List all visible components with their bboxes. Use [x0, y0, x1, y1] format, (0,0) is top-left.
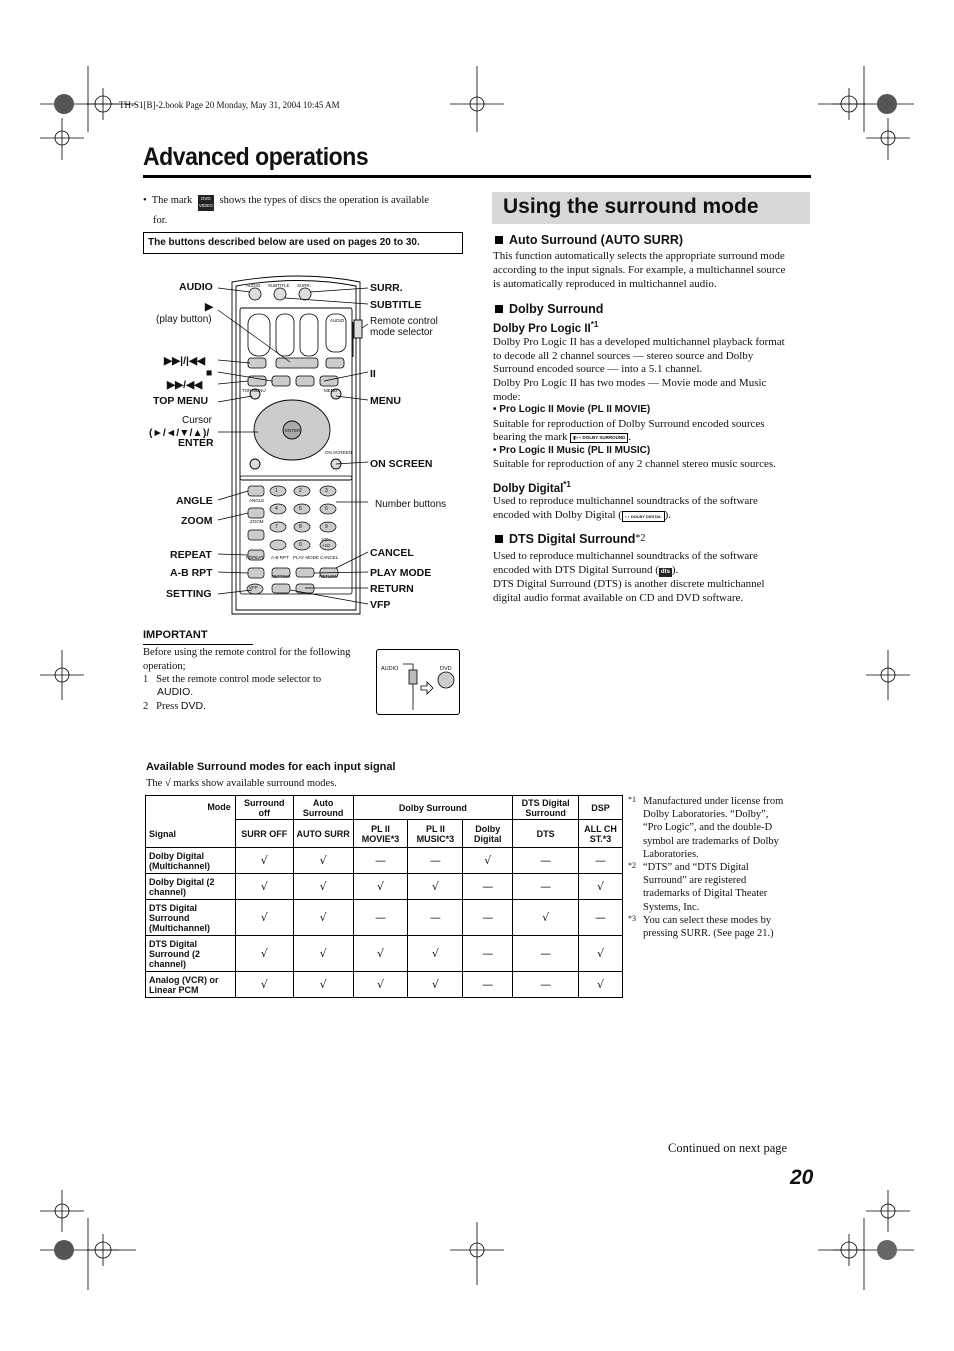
- auto-surround-line-2: according to the input signals. For example, a multichannel source: [493, 264, 786, 276]
- key-ab-rpt: A-B RPT: [271, 555, 289, 560]
- col-header: AUTO SURR: [293, 820, 353, 848]
- numkey-9: 9: [325, 524, 328, 530]
- important-intro-1: Before using the remote control for the following: [143, 647, 351, 658]
- footnote-1-mark: *1: [628, 795, 636, 804]
- table-cell: √: [293, 874, 353, 900]
- pl2-line-1: Dolby Pro Logic II has a developed multichannel playback format: [493, 336, 785, 348]
- footnote-line: symbol are trademarks of Dolby: [643, 835, 779, 847]
- table-row: [146, 900, 623, 936]
- table-cell: —: [463, 972, 513, 998]
- key-surr: SURR.: [297, 283, 312, 288]
- intro-bullet: [143, 194, 461, 211]
- label-subtitle: SUBTITLE: [370, 299, 422, 311]
- table-corner: [146, 796, 236, 848]
- dvd-icon-text: DVD VIDEO: [198, 196, 213, 208]
- key-enter: ENTER: [285, 428, 301, 433]
- table-cell: √: [293, 936, 353, 972]
- auto-surround-heading: [495, 233, 683, 247]
- label-setting: SETTING: [166, 588, 212, 600]
- intro-text-after: shows the types of discs the operation is available: [219, 195, 429, 206]
- footnote-line: Systems, Inc.: [643, 901, 700, 913]
- dts-heading-text: DTS Digital Surround: [509, 532, 636, 546]
- movie-mark-after: .: [628, 431, 632, 443]
- key-zoom: ZOOM: [250, 519, 264, 524]
- table-cell: √: [293, 900, 353, 936]
- footnotes: [628, 795, 808, 940]
- col-header: ALL CH ST.*3: [579, 820, 623, 848]
- col-header: Dolby Digital: [463, 820, 513, 848]
- table-group-row: [146, 796, 623, 820]
- dts-line-2-before: encoded with DTS Digital Surround (: [493, 564, 659, 576]
- important-intro-2: operation;: [143, 661, 186, 672]
- label-number-buttons: Number buttons: [375, 499, 447, 510]
- intro-wrap: for.: [153, 215, 168, 226]
- important-heading: IMPORTANT: [143, 629, 208, 641]
- footnote-line: pressing SURR. (See page 21.): [643, 928, 774, 940]
- table-cell: √: [235, 936, 293, 972]
- table-cell: —: [513, 848, 579, 874]
- label-pause: II: [370, 368, 376, 380]
- col-header: SURR OFF: [235, 820, 293, 848]
- table-cell: √: [293, 848, 353, 874]
- auto-surround-line-1: This function automatically selects the appropriate surround mode: [493, 250, 785, 262]
- buttons-note-box: The buttons described below are used on pages 20 to 30.: [143, 232, 463, 254]
- col-header: PL II MUSIC*3: [408, 820, 463, 848]
- table-cell: √: [408, 972, 463, 998]
- label-ff-rew: ▶▶/◀◀: [167, 379, 203, 391]
- step-2-value: DVD.: [180, 700, 207, 712]
- label-surr: SURR.: [370, 282, 403, 294]
- dts-line-2: [493, 564, 678, 578]
- corner-signal-label: Signal: [149, 829, 177, 839]
- label-repeat: REPEAT: [170, 549, 212, 561]
- table-cell: —: [408, 900, 463, 936]
- table-cell: —: [463, 900, 513, 936]
- table-cell: √: [579, 972, 623, 998]
- dts-note: *2: [635, 533, 646, 544]
- table-row: [146, 972, 623, 998]
- label-play-mode: PLAY MODE: [370, 567, 432, 579]
- footnote-line: Surround” are registered: [643, 875, 747, 887]
- label-play-button: (play button): [156, 314, 212, 325]
- table-cell: √: [579, 936, 623, 972]
- pl2-music-line-1: Suitable for reproduction of any 2 channel stereo music sources.: [493, 458, 776, 470]
- footnote-line: “DTS” and “DTS Digital: [643, 862, 749, 874]
- pl2-line-4: Dolby Pro Logic II has two modes — Movie mode and Music: [493, 377, 767, 389]
- pl2-movie-line-2: [493, 431, 631, 445]
- row-signal: DTS Digital Surround (2 channel): [146, 936, 236, 972]
- section-title: Using the surround mode: [503, 195, 759, 218]
- numkey-plus10: +10: [322, 543, 330, 548]
- table-subtitle: The √ marks show available surround modes.: [146, 778, 337, 789]
- key-menu: MENU: [324, 388, 338, 393]
- footnote-1: [628, 795, 808, 861]
- numkey-1: 1: [275, 488, 278, 494]
- dolby-surround-logo-text: DOLBY SURROUND: [582, 435, 626, 440]
- label-stop: ■: [206, 367, 213, 379]
- important-rule: [143, 644, 253, 645]
- footnote-line: “Pro Logic”, and the double-D: [643, 822, 773, 834]
- square-bullet-icon: [495, 305, 503, 313]
- key-subtitle: SUBTITLE: [268, 283, 290, 288]
- surround-modes-table: [145, 795, 623, 998]
- label-vfp: VFP: [370, 599, 391, 611]
- key-angle: ANGLE: [249, 498, 265, 503]
- continued-note: Continued on next page: [668, 1141, 788, 1155]
- dd-line-1: Used to reproduce multichannel soundtracks of the software: [493, 495, 758, 507]
- row-signal: Dolby Digital (2 channel): [146, 874, 236, 900]
- table-cell: —: [463, 874, 513, 900]
- footnote-2-mark: *2: [628, 861, 636, 871]
- footnote-line: Manufactured under license from: [643, 796, 784, 807]
- label-cursor-arrows: (►/◄/▼/▲)/: [149, 427, 210, 439]
- footnote-3-mark: *3: [628, 913, 636, 923]
- numkey-6: 6: [325, 506, 328, 512]
- table-cell: √: [293, 972, 353, 998]
- dd-line-2-before: encoded with Dolby Digital (: [493, 509, 622, 521]
- label-skip: ▶▶|/|◀◀: [164, 355, 206, 367]
- label-cursor: Cursor: [182, 415, 213, 426]
- square-bullet-icon: [495, 535, 503, 543]
- label-zoom: ZOOM: [181, 515, 213, 527]
- intro-text-before: The mark: [151, 195, 193, 206]
- col-header: PL II MOVIE*3: [353, 820, 408, 848]
- dd-line-2-after: ).: [664, 509, 672, 521]
- title-rule: [143, 175, 811, 178]
- mode-selector-figure: [376, 649, 460, 715]
- table-row: [146, 936, 623, 972]
- numkey-0: 0: [299, 542, 302, 548]
- key-return: RETURN: [319, 574, 338, 579]
- step-1-text: Set the remote control mode selector to: [156, 674, 322, 685]
- table-cell: √: [463, 848, 513, 874]
- pl2-heading-text: Dolby Pro Logic II: [493, 322, 591, 335]
- table-cell: √: [408, 874, 463, 900]
- group-header: DSP: [579, 796, 623, 820]
- label-cancel: CANCEL: [370, 547, 414, 559]
- important-step-1: [143, 673, 321, 687]
- pl2-note: *1: [590, 320, 599, 329]
- table-cell: —: [513, 874, 579, 900]
- dts-line-1: Used to reproduce multichannel soundtracks of the software: [493, 550, 758, 562]
- dolby-digital-logo-icon: ◗◖ DOLBY DIGITAL: [622, 511, 665, 522]
- row-signal: Analog (VCR) or Linear PCM: [146, 972, 236, 998]
- dolby-digital-heading: [493, 480, 571, 495]
- label-ab-rpt: A-B RPT: [170, 567, 213, 579]
- pl2-line-5: mode:: [493, 391, 521, 403]
- footnote-line: Dolby Laboratories. “Dolby”,: [643, 809, 769, 821]
- dts-line-2-after: ).: [671, 564, 679, 576]
- numkey-3: 3: [325, 488, 328, 494]
- square-bullet-icon: [495, 236, 503, 244]
- table-cell: —: [463, 936, 513, 972]
- label-on-screen: ON SCREEN: [370, 458, 433, 470]
- group-header: Dolby Surround: [353, 796, 513, 820]
- fig-dvd-label: DVD: [440, 666, 452, 672]
- group-header: DTS Digital Surround: [513, 796, 579, 820]
- group-header: Surround off: [235, 796, 293, 820]
- key-top-menu: TOP MENU: [242, 388, 266, 393]
- table-cell: —: [579, 900, 623, 936]
- step-1-value: AUDIO.: [157, 686, 194, 698]
- key-cancel: CANCEL: [320, 555, 339, 560]
- group-header: Auto Surround: [293, 796, 353, 820]
- label-mode-selector-2: mode selector: [370, 327, 433, 338]
- footnote-line: Laboratories.: [643, 848, 699, 860]
- footnote-2: [628, 861, 808, 914]
- numkey-7: 7: [275, 524, 278, 530]
- table-cell: —: [353, 848, 408, 874]
- table-cell: —: [408, 848, 463, 874]
- pl2-music-bullet: • Pro Logic II Music (PL II MUSIC): [493, 445, 651, 456]
- page-title: Advanced operations: [143, 143, 369, 171]
- label-return: RETURN: [370, 583, 414, 595]
- table-cell: √: [408, 936, 463, 972]
- label-audio: AUDIO: [179, 281, 213, 293]
- numkey-8: 8: [299, 524, 302, 530]
- dolby-digital-heading-text: Dolby Digital: [493, 482, 564, 495]
- dd-note: *1: [563, 480, 571, 489]
- label-menu: MENU: [370, 395, 401, 407]
- table-cell: —: [579, 848, 623, 874]
- dolby-surround-logo-icon: ▮◗◖ DOLBY SURROUND: [570, 433, 628, 443]
- table-cell: √: [353, 936, 408, 972]
- dolby-surround-heading: [495, 302, 603, 316]
- table-cell: √: [235, 874, 293, 900]
- pl2-heading: [493, 320, 598, 335]
- key-setting: SETTING: [271, 574, 291, 579]
- pl2-movie-line-1: Suitable for reproduction of Dolby Surround encoded sources: [493, 418, 765, 430]
- pl2-line-3: Surround encoded source — into a 5.1 channel.: [493, 363, 703, 375]
- label-mode-selector-1: Remote control: [370, 316, 438, 327]
- fig-audio-label: AUDIO: [381, 666, 399, 672]
- bullet-dot: •: [143, 195, 147, 206]
- col-header: DTS: [513, 820, 579, 848]
- table-row: [146, 848, 623, 874]
- dolby-digital-logo-text: DOLBY DIGITAL: [630, 514, 662, 519]
- table-cell: √: [579, 874, 623, 900]
- auto-surround-line-3: is automatically reproduced in multichannel audio.: [493, 278, 717, 290]
- step-1-number: 1: [143, 674, 149, 685]
- row-signal: DTS Digital Surround (Multichannel): [146, 900, 236, 936]
- mode-selector-illustration: [377, 650, 459, 714]
- dolby-surround-heading-text: Dolby Surround: [509, 302, 604, 316]
- row-signal: Dolby Digital (Multichannel): [146, 848, 236, 874]
- pl2-line-2: to decode all 2 channel sources — stereo source and Dolby: [493, 350, 754, 362]
- key-audio: AUDIO: [246, 283, 261, 288]
- label-angle: ANGLE: [176, 495, 213, 507]
- label-top-menu: TOP MENU: [153, 395, 209, 407]
- pl2-movie-bullet: • Pro Logic II Movie (PL II MOVIE): [493, 404, 651, 415]
- label-play-symbol: ▶: [205, 301, 214, 313]
- table-cell: √: [235, 848, 293, 874]
- page-number: 20: [790, 1166, 814, 1189]
- dvd-video-icon: [198, 195, 214, 211]
- table-cell: —: [353, 900, 408, 936]
- key-play-mode: PLAY MODE: [293, 555, 319, 560]
- key-on-screen: ON SCREEN: [325, 450, 352, 455]
- label-enter: ENTER: [178, 437, 214, 449]
- footnote-line: You can select these modes by: [643, 914, 772, 926]
- section-title-bar: [492, 192, 810, 224]
- step-2-number: 2: [143, 701, 149, 712]
- table-cell: √: [513, 900, 579, 936]
- numkey-4: 4: [275, 506, 278, 512]
- dts-line-3: DTS Digital Surround (DTS) is another discrete multichannel: [493, 578, 765, 590]
- table-cell: —: [513, 936, 579, 972]
- book-header-line: TH-S1[B]-2.book Page 20 Monday, May 31, 2004 10:45 AM: [119, 100, 340, 110]
- footnote-3: [628, 914, 808, 940]
- corner-mode-label: Mode: [207, 802, 231, 812]
- table-heading: Available Surround modes for each input signal: [146, 761, 396, 773]
- important-step-2: [143, 700, 206, 714]
- numkey-2: 2: [299, 488, 302, 494]
- dd-line-2: [493, 509, 671, 523]
- key-vfp: VFP: [249, 585, 258, 590]
- dts-heading: [495, 532, 645, 546]
- key-audio-side: AUDIO: [330, 318, 345, 323]
- table-cell: √: [353, 972, 408, 998]
- key-repeat: REPEAT: [246, 555, 264, 560]
- step-2-text: Press: [156, 701, 179, 712]
- footnote-line: trademarks of Digital Theater: [643, 888, 768, 900]
- table-cell: √: [353, 874, 408, 900]
- movie-mark-text: bearing the mark: [493, 431, 568, 443]
- dts-logo-icon: dts: [660, 569, 670, 575]
- auto-surround-heading-text: Auto Surround (AUTO SURR): [509, 233, 684, 247]
- dts-line-4: digital audio format available on CD and DVD software.: [493, 592, 744, 604]
- numkey-100: 100+: [321, 537, 332, 542]
- table-cell: √: [235, 900, 293, 936]
- numkey-5: 5: [299, 506, 302, 512]
- table-row: [146, 874, 623, 900]
- table-cell: √: [235, 972, 293, 998]
- table-cell: —: [513, 972, 579, 998]
